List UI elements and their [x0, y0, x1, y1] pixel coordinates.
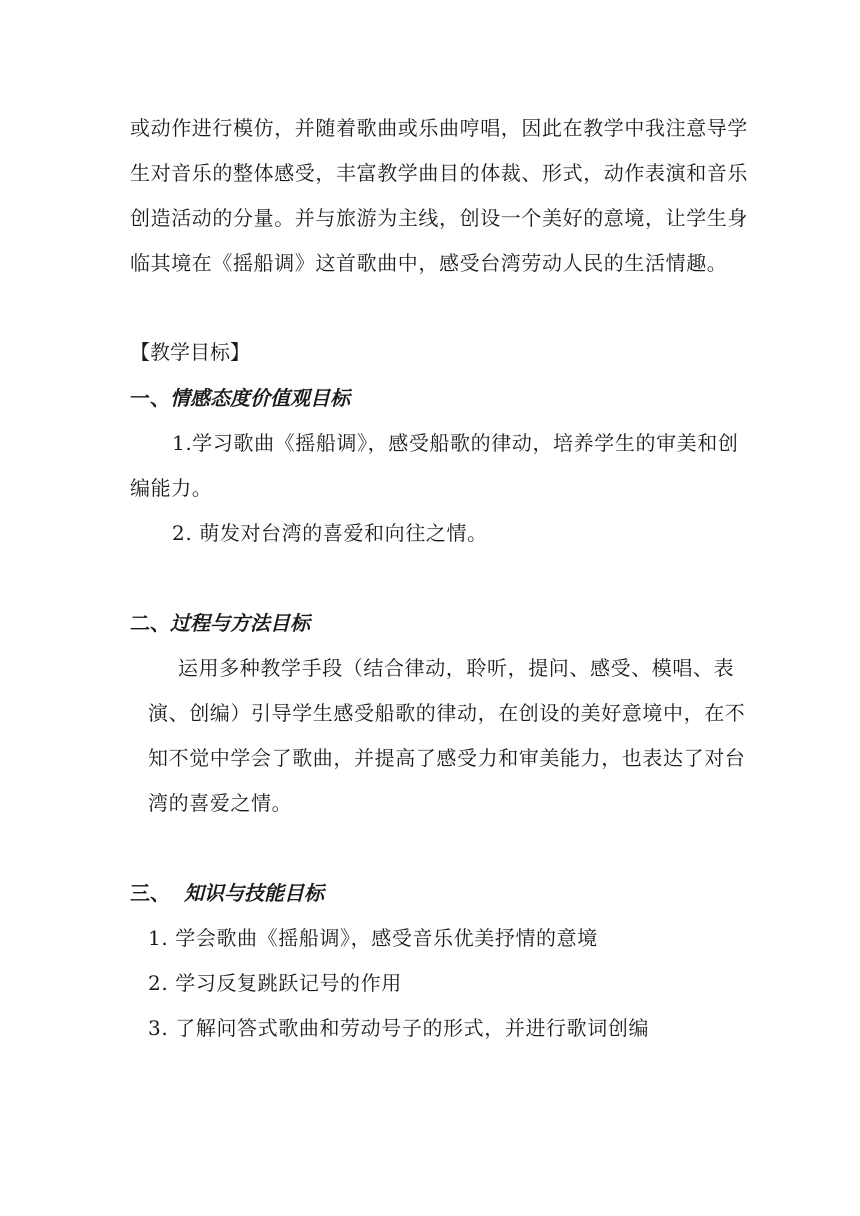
section-3-title: 知识与技能目标 [184, 881, 324, 905]
section-2-line-1: 运用多种教学手段（结合律动，聆听，提问、感受、模唱、表 [178, 656, 735, 680]
section-3-number: 三、 [130, 881, 170, 905]
section-3-heading [130, 879, 324, 907]
section-3-item-2: 2. 学习反复跳跃记号的作用 [148, 971, 402, 995]
section-1-number: 一、 [130, 386, 170, 410]
section-1-item-2: 2. 萌发对台湾的喜爱和向往之情。 [172, 521, 488, 545]
section-2-line-4: 湾的喜爱之情。 [148, 791, 293, 815]
section-1-title: 情感态度价值观目标 [170, 386, 350, 410]
intro-line-4: 临其境在《摇船调》这首歌曲中，感受台湾劳动人民的生活情趣。 [130, 251, 728, 275]
section-2-line-2: 演、创编）引导学生感受船歌的律动，在创设的美好意境中，在不 [148, 701, 746, 725]
section-2-title: 过程与方法目标 [170, 611, 310, 635]
intro-line-1: 或动作进行模仿，并随着歌曲或乐曲哼唱，因此在教学中我注意导学 [130, 116, 748, 140]
objectives-heading: 【教学目标】 [130, 340, 250, 364]
section-2-line-3: 知不觉中学会了歌曲，并提高了感受力和审美能力，也表达了对台 [148, 746, 746, 770]
section-1-item-1-line-2: 编能力。 [130, 476, 213, 500]
section-1-item-1-line-1: 1.学习歌曲《摇船调》，感受船歌的律动，培养学生的审美和创 [172, 431, 739, 455]
section-2-number: 二、 [130, 611, 170, 635]
section-2-heading [130, 609, 310, 637]
intro-line-2: 生对音乐的整体感受，丰富教学曲目的体裁、形式，动作表演和音乐 [130, 161, 748, 185]
section-1-heading [130, 384, 350, 412]
intro-line-3: 创造活动的分量。并与旅游为主线，创设一个美好的意境，让学生身 [130, 206, 748, 230]
section-3-item-1: 1. 学会歌曲《摇船调》，感受音乐优美抒情的意境 [148, 926, 598, 950]
section-3-item-3: 3. 了解问答式歌曲和劳动号子的形式，并进行歌词创编 [148, 1016, 650, 1040]
